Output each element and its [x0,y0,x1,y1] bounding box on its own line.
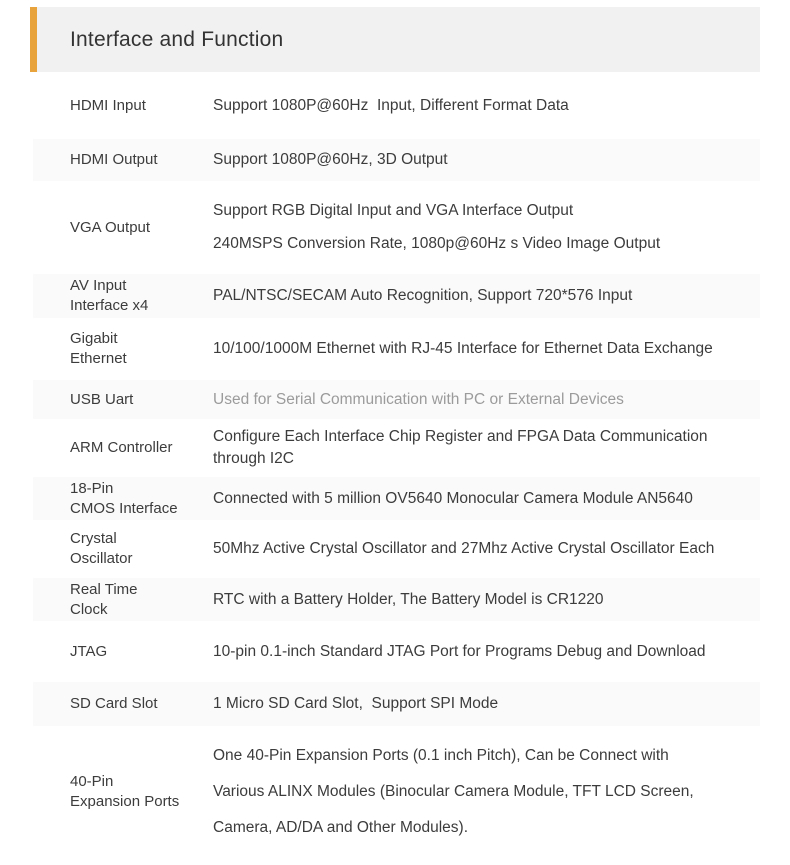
table-row [33,621,760,682]
feature-description: 50Mhz Active Crystal Oscillator and 27Mhz Active Crystal Oscillator Each [213,540,715,557]
table-row [33,520,760,578]
table-row [33,380,760,419]
spec-table [33,72,760,858]
feature-description: RTC with a Battery Holder, The Battery Model is CR1220 [213,590,604,608]
feature-label: USB Uart [70,390,134,408]
feature-description: Used for Serial Communication with PC or External Devices [213,390,624,408]
feature-label: HDMI Input [70,96,146,114]
table-row [33,274,760,318]
feature-description: Support 1080P@60Hz Input, Different Format Data [213,96,569,114]
feature-label: VGA Output [70,218,151,236]
feature-label: AV Input Interface x4 [70,277,149,314]
feature-description: 10/100/1000M Ethernet with RJ-45 Interface for Ethernet Data Exchange [213,340,713,357]
feature-label: ARM Controller [70,439,173,456]
feature-description: Connected with 5 million OV5640 Monocular Camera Module AN5640 [213,489,693,507]
feature-label: Gigabit Ethernet [70,330,127,367]
feature-label: Crystal Oscillator [70,530,133,567]
feature-label: 18-Pin CMOS Interface [70,479,178,517]
table-row [33,72,760,139]
feature-label: Real Time Clock [70,580,138,618]
feature-description: 1 Micro SD Card Slot, Support SPI Mode [213,695,499,712]
table-row [33,419,760,477]
table-row [33,139,760,181]
feature-description: 10-pin 0.1-inch Standard JTAG Port for Programs Debug and Download [213,642,706,660]
table-row [33,726,760,858]
page [0,7,790,865]
feature-description: Configure Each Interface Chip Register and FPGA Data Communication through I2C [213,428,712,467]
feature-description: One 40-Pin Expansion Ports (0.1 inch Pitch), Can be Connect with Various ALINX Modules (Binocular Camera Module, TFT LCD Screen, Camera, AD/DA and Other Modules). [213,747,694,836]
table-row [33,682,760,726]
table-row [33,181,760,274]
feature-label: JTAG [70,642,108,660]
feature-description: Support 1080P@60Hz, 3D Output [213,151,448,168]
feature-description: PAL/NTSC/SECAM Auto Recognition, Support 720*576 Input [213,287,633,304]
feature-description: Support RGB Digital Input and VGA Interface Output 240MSPS Conversion Rate, 1080p@60Hz s Video Image Output [213,202,661,252]
feature-label: 40-Pin Expansion Ports [70,773,180,810]
table-row [33,318,760,380]
table-row [33,578,760,621]
feature-label: HDMI Output [70,151,158,168]
table-row [33,477,760,520]
feature-label: SD Card Slot [70,695,158,712]
page-title: Interface and Function [70,27,284,51]
accent-bar [30,7,37,72]
section-header [30,7,760,72]
